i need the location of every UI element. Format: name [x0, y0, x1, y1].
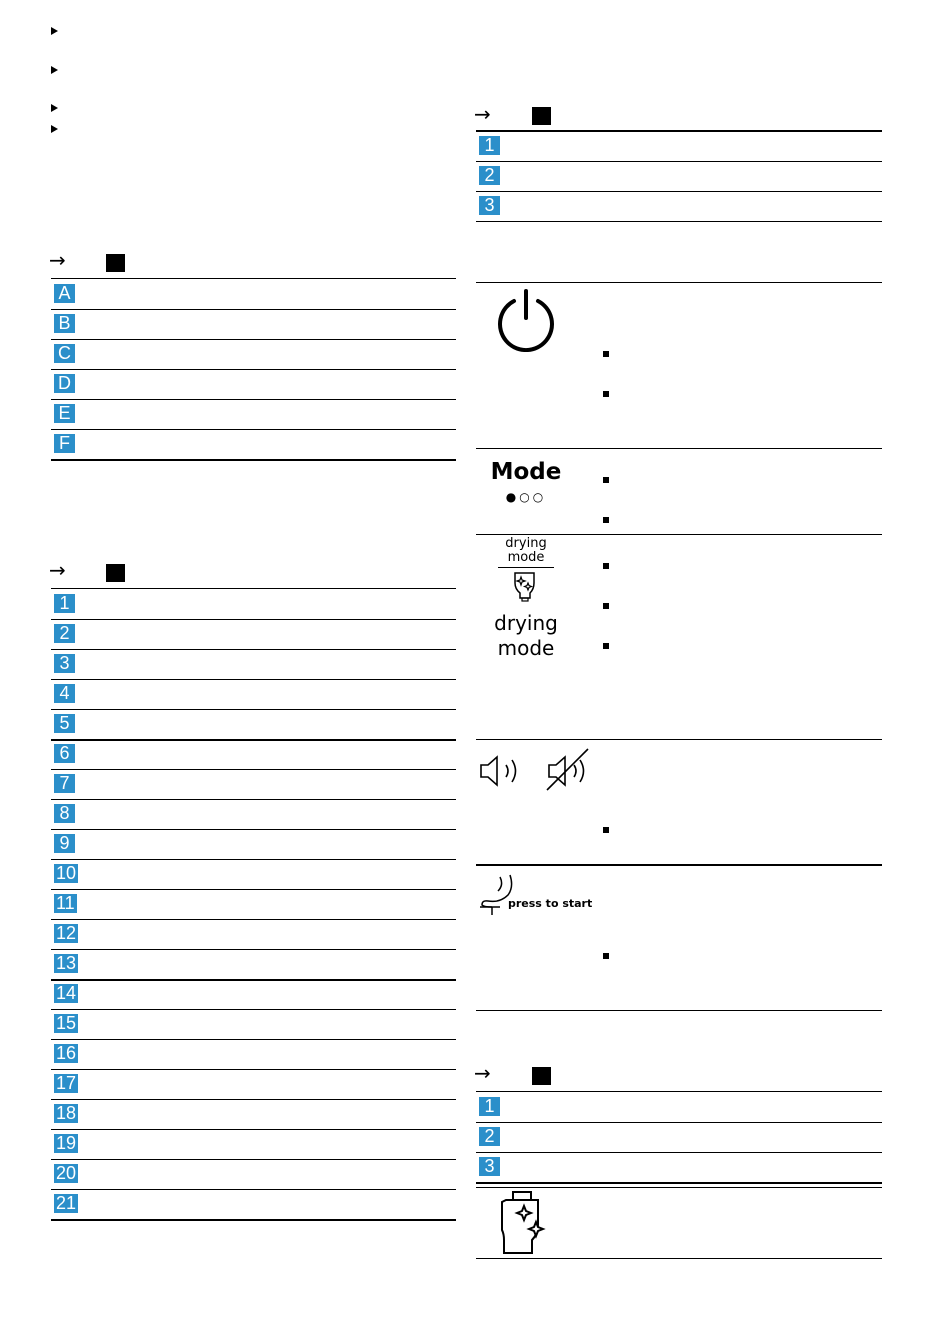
- drying-mode-divider: [498, 567, 554, 568]
- legend-row: [51, 339, 456, 370]
- bottle-row-bottom-rule: [476, 1258, 882, 1259]
- figure-ref-box: [532, 1067, 551, 1085]
- bullet-arrow-3: [51, 104, 58, 112]
- legend-badge: 10: [56, 863, 77, 883]
- legend-badge: 3: [479, 1157, 500, 1176]
- legend-row: [51, 949, 456, 981]
- legend-row: [51, 739, 456, 770]
- legend-row: [51, 1099, 456, 1130]
- legend-row: [51, 279, 456, 310]
- legend-row: [476, 1122, 882, 1153]
- legend-row: [51, 1129, 456, 1160]
- list-square-bullet: [603, 643, 609, 649]
- drying-bottle-icon: [510, 571, 540, 603]
- legend-row: [51, 859, 456, 890]
- legend-badge: 20: [56, 1163, 77, 1183]
- legend-row: [51, 1009, 456, 1040]
- figure-ref-box: [106, 254, 125, 272]
- list-square-bullet: [603, 953, 609, 959]
- list-square-bullet: [603, 827, 609, 833]
- list-square-bullet: [603, 563, 609, 569]
- foot-press-icon: [478, 873, 518, 917]
- legend-row: [51, 799, 456, 830]
- list-square-bullet: [603, 477, 609, 483]
- legend-badge: 2: [54, 624, 75, 643]
- drying-mode-big-label-2: mode: [497, 636, 555, 660]
- figure-ref-box: [106, 564, 125, 582]
- drying-mode-small-label-2: mode: [507, 550, 545, 565]
- legend-badge: E: [54, 404, 75, 423]
- legend-row: [51, 399, 456, 430]
- legend-row: [51, 829, 456, 860]
- legend-row: [51, 589, 456, 620]
- legend-row: [51, 1039, 456, 1070]
- speaker-on-icon: [478, 752, 524, 790]
- legend-badge: 1: [479, 1097, 500, 1116]
- controls-table-top-rule: [476, 282, 882, 283]
- figure-ref-arrow: →: [474, 102, 491, 126]
- controls-row-rule: [476, 448, 882, 449]
- legend-badge: 3: [54, 654, 75, 673]
- legend-badge: B: [54, 314, 75, 333]
- bullet-arrow-1: [51, 27, 58, 35]
- legend-badge: 18: [56, 1103, 77, 1123]
- legend-badge: 8: [54, 804, 75, 823]
- bottle-row-top-rule: [476, 1187, 882, 1188]
- figure-ref-arrow: →: [49, 248, 66, 272]
- legend-badge: 9: [54, 834, 75, 853]
- clean-bottle-icon: [496, 1190, 552, 1256]
- legend-badge: 3: [479, 196, 500, 215]
- mode-dots-icon: ●○○: [505, 490, 547, 504]
- controls-row-rule: [476, 739, 882, 740]
- legend-row: [51, 889, 456, 920]
- controls-row-rule: [476, 864, 882, 866]
- controls-table-bottom-rule: [476, 1010, 882, 1011]
- legend-row: [476, 1152, 882, 1184]
- list-square-bullet: [603, 603, 609, 609]
- speaker-off-icon: [544, 746, 592, 792]
- legend-badge: 1: [479, 136, 500, 155]
- legend-badge: 13: [56, 953, 77, 973]
- legend-badge: 11: [56, 893, 75, 913]
- legend-row: [51, 649, 456, 680]
- figure-ref-box: [532, 107, 551, 125]
- legend-row: [476, 191, 882, 222]
- legend-row: [51, 1189, 456, 1221]
- legend-badge: 2: [479, 166, 500, 185]
- legend-row: [51, 679, 456, 710]
- list-square-bullet: [603, 517, 609, 523]
- legend-row: [51, 1159, 456, 1190]
- legend-badge: 17: [56, 1073, 77, 1093]
- bullet-arrow-2: [51, 66, 58, 74]
- legend-badge: 5: [54, 714, 75, 733]
- power-icon: [494, 286, 558, 352]
- legend-badge: F: [54, 434, 75, 453]
- legend-badge: 19: [56, 1133, 77, 1153]
- bullet-arrow-4: [51, 125, 58, 133]
- legend-row: [51, 1069, 456, 1100]
- legend-badge: C: [54, 344, 75, 363]
- legend-badge: 7: [54, 774, 75, 793]
- figure-ref-arrow: →: [49, 558, 66, 582]
- legend-row: [51, 429, 456, 461]
- list-square-bullet: [603, 351, 609, 357]
- legend-badge: 4: [54, 684, 75, 703]
- legend-row: [51, 619, 456, 650]
- legend-badge: 1: [54, 594, 75, 613]
- legend-row: [476, 161, 882, 192]
- legend-badge: 15: [56, 1013, 77, 1033]
- legend-badge: 6: [54, 744, 75, 763]
- controls-row-rule: [476, 534, 882, 535]
- legend-row: [51, 979, 456, 1010]
- press-to-start-label: press to start: [508, 897, 593, 910]
- drying-mode-big-label-1: drying: [494, 611, 558, 635]
- legend-row: [51, 369, 456, 400]
- legend-row: [51, 309, 456, 340]
- legend-badge: A: [54, 284, 75, 303]
- legend-row: [51, 919, 456, 950]
- figure-ref-arrow: →: [474, 1061, 491, 1085]
- legend-badge: 14: [56, 983, 77, 1003]
- legend-row: [51, 709, 456, 741]
- legend-badge: D: [54, 374, 75, 393]
- drying-mode-small-label-1: drying: [505, 536, 547, 551]
- legend-badge: 12: [56, 923, 77, 943]
- legend-row: [476, 1092, 882, 1123]
- legend-badge: 2: [479, 1127, 500, 1146]
- legend-row: [51, 769, 456, 800]
- mode-icon-label: Mode: [490, 459, 562, 485]
- list-square-bullet: [603, 391, 609, 397]
- legend-badge: 16: [56, 1043, 77, 1063]
- legend-badge: 21: [56, 1193, 77, 1213]
- legend-row: [476, 131, 882, 162]
